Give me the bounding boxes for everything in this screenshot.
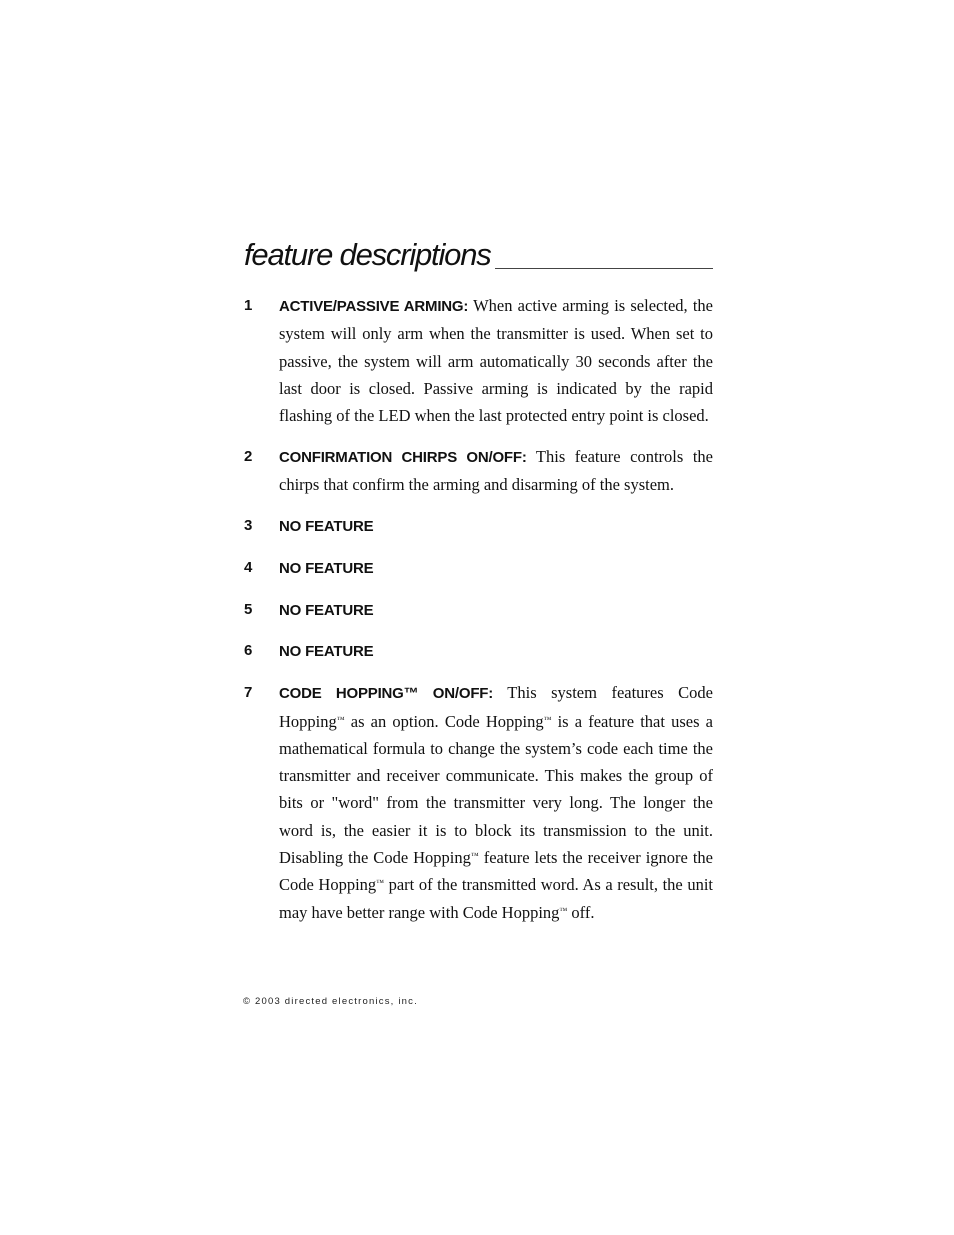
description-text: feature lets the receiver ignore the Code Hopping bbox=[279, 848, 713, 895]
feature-item-2 bbox=[244, 443, 713, 499]
trademark-symbol: ™ bbox=[376, 878, 385, 888]
feature-item-5 bbox=[244, 596, 713, 624]
title-row bbox=[244, 236, 713, 270]
feature-number: 4 bbox=[244, 558, 253, 576]
description-text: This system features Code Hopping bbox=[279, 683, 713, 731]
feature-number: 1 bbox=[244, 297, 253, 314]
trademark-symbol: ™ bbox=[559, 905, 568, 915]
feature-description bbox=[279, 683, 713, 921]
page-title: feature descriptions bbox=[244, 236, 495, 274]
feature-name: NO FEATURE bbox=[279, 643, 374, 661]
feature-description: When active arming is selected, the system will only arm when the transmitter is used. When set to passive, the system will arm automatically 30 seconds after the last door is closed. Passive arming is indicated by the rapid flashing of the LED when the last protected entry point is closed. bbox=[279, 296, 713, 426]
feature-name bbox=[279, 685, 493, 702]
feature-description: This feature controls the chirps that confirm the arming and disarming of the system. bbox=[279, 446, 713, 495]
description-text: as an option. Code Hopping bbox=[344, 711, 544, 731]
feature-item-3 bbox=[244, 512, 713, 540]
feature-name: NO FEATURE bbox=[279, 559, 374, 577]
description-text: is a feature that uses a mathematical formula to change the system’s code each time the transmitter and receiver communicate. This makes the group of bits or "word" from the transmitter very long. The longer the word is, the easier it is to block its transmission to the unit. Disabling the Code Hopping bbox=[279, 711, 713, 868]
feature-item-7 bbox=[244, 679, 713, 926]
copyright-footer: © 2003 directed electronics, inc. bbox=[243, 996, 418, 1007]
feature-name-prefix: CODE HOPPING bbox=[279, 685, 404, 703]
trademark-symbol: ™ bbox=[470, 851, 479, 861]
feature-item-1 bbox=[244, 292, 713, 429]
feature-number: 6 bbox=[244, 642, 253, 660]
description-text: part of the transmitted word. As a result, the unit may have better range with Code Hopping bbox=[279, 875, 713, 922]
feature-number: 3 bbox=[244, 517, 253, 535]
trademark-symbol: ™ bbox=[403, 685, 419, 703]
feature-number: 7 bbox=[244, 684, 253, 702]
feature-number: 5 bbox=[244, 600, 253, 618]
feature-item-6 bbox=[244, 637, 713, 665]
trademark-symbol: ™ bbox=[336, 714, 345, 724]
feature-name-suffix: ON/OFF: bbox=[418, 685, 494, 703]
page-content bbox=[244, 236, 713, 939]
description-text: off. bbox=[567, 902, 595, 922]
trademark-symbol: ™ bbox=[543, 714, 552, 724]
feature-name: CONFIRMATION CHIRPS ON/OFF: bbox=[279, 448, 527, 466]
feature-name: NO FEATURE bbox=[279, 518, 374, 536]
feature-number: 2 bbox=[244, 447, 253, 465]
feature-name: NO FEATURE bbox=[279, 601, 374, 619]
feature-name: ACTIVE/PASSIVE ARMING: bbox=[279, 298, 469, 315]
feature-item-4 bbox=[244, 554, 713, 582]
